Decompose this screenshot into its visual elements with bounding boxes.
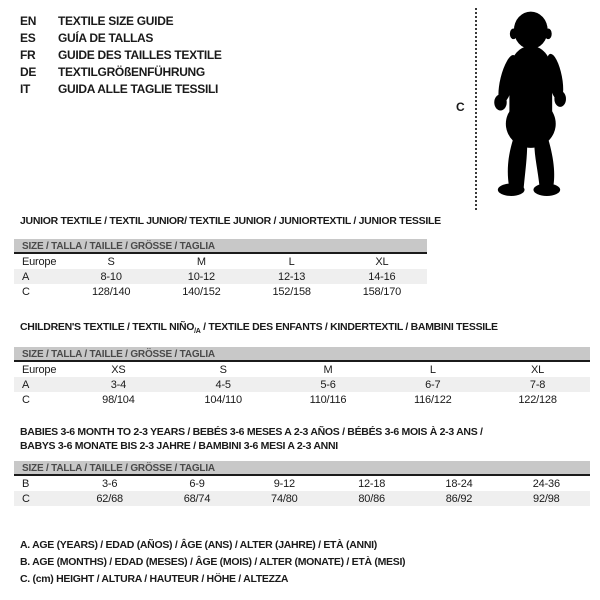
height-cell: 128/140 [91,285,131,298]
age-cell: 9-12 [273,477,295,490]
row-label: Europe [22,363,57,376]
height-cell: 152/158 [272,285,311,298]
table-row [14,491,590,506]
lang-code: FR [20,47,36,62]
row-label: C [22,393,30,406]
table-row [14,362,590,377]
babies-textile-table [14,425,590,506]
toddler-silhouette-icon [480,8,578,204]
table-row [14,284,427,299]
children-textile-table [14,321,590,407]
age-cell: 3-6 [102,477,118,490]
age-cell: 12-18 [358,477,386,490]
height-cell: 62/68 [96,492,123,505]
lang-title: GUIDA ALLE TAGLIE TESSILI [58,81,219,96]
legend-notes [20,537,405,588]
row-label: A [22,378,30,391]
children-size-header-bar: SIZE / TALLA / TAILLE / GRÖSSE / TAGLIA [14,347,590,362]
age-cell: 3-4 [110,378,127,391]
row-label: C [22,492,30,505]
height-cell: 140/152 [182,285,221,298]
height-cell: 86/92 [445,492,473,505]
title-subscript: /A [194,328,201,336]
lang-title: GUÍA DE TALLAS [58,30,154,45]
note-age-months: B. AGE (MONTHS) / EDAD (MESES) / ÂGE (MOIS) / ALTER (MONATE) / ETÀ (MESI) [20,556,406,568]
lang-code: ES [20,30,36,45]
age-cell: 8-10 [100,270,122,283]
table-row [14,254,427,269]
toddler-figure [440,0,600,218]
row-label: B [22,477,30,490]
row-label: Europe [22,255,57,268]
height-measure-dotted-line [475,8,477,210]
lang-title: TEXTILE SIZE GUIDE [58,13,174,28]
age-cell: 4-5 [215,378,231,391]
row-label: C [22,285,30,298]
children-table-title [20,321,590,335]
age-cell: 12-13 [278,270,306,283]
size-cell: S [219,363,227,376]
size-cell: L [288,255,295,268]
height-cell: 116/122 [414,393,452,406]
lang-row-fr [20,46,222,63]
junior-table-title: JUNIOR TEXTILE / TEXTIL JUNIOR/ TEXTILE JUNIOR / JUNIORTEXTIL / JUNIOR TESSILE [20,215,441,227]
table-row [14,269,427,284]
height-cell: 122/128 [518,393,557,406]
lang-row-en [20,12,222,29]
note-age-years: A. AGE (YEARS) / EDAD (AÑOS) / ÂGE (ANS) / ALTER (JAHRE) / ETÀ (ANNI) [20,539,377,551]
lang-row-es [20,29,222,46]
age-cell: 5-6 [320,378,336,391]
height-cell: 74/80 [271,492,298,505]
size-cell: M [323,363,333,376]
size-cell: M [196,255,206,268]
language-title-list [20,12,222,97]
size-cell: L [429,363,436,376]
lang-code: DE [20,64,37,79]
row-label: A [22,270,30,283]
table-row [14,377,590,392]
height-cell: 110/116 [309,393,347,406]
lang-row-de [20,63,222,80]
height-cell: 98/104 [102,393,135,406]
babies-size-header-bar: SIZE / TALLA / TAILLE / GRÖSSE / TAGLIA [14,461,590,476]
junior-size-header-bar: SIZE / TALLA / TAILLE / GRÖSSE / TAGLIA [14,239,427,254]
age-cell: 18-24 [445,477,473,490]
size-cell: XL [375,255,389,268]
height-cell: 158/170 [362,285,402,298]
title-part: / TEXTILE DES ENFANTS / KINDERTEXTIL / BAMBINI TESSILE [200,321,498,333]
lang-title: TEXTILGRÖßENFÜHRUNG [58,64,205,79]
junior-textile-table [14,215,441,299]
babies-title-line2: BABYS 3-6 MONATE BIS 2-3 JAHRE / BAMBINI 3-6 MESI A 2-3 ANNI [20,440,338,452]
age-cell: 6-7 [425,378,441,391]
age-cell: 7-8 [529,378,546,391]
table-row [14,392,590,407]
height-cell: 104/110 [204,393,242,406]
size-cell: XS [111,363,126,376]
age-cell: 24-36 [532,477,560,490]
height-cell: 68/74 [183,492,211,505]
note-height-cm: C. (cm) HEIGHT / ALTURA / HAUTEUR / HÖHE / ALTEZZA [20,573,289,585]
size-cell: XL [531,363,545,376]
title-part: CHILDREN'S TEXTILE / TEXTIL NIÑO [20,321,195,333]
height-cell: 92/98 [533,492,560,505]
babies-title-line1: BABIES 3-6 MONTH TO 2-3 YEARS / BEBÉS 3-6 MESES A 2-3 AÑOS / BÉBÉS 3-6 MOIS À 2-3 ANS / [20,426,483,438]
age-cell: 6-9 [189,477,205,490]
lang-title: GUIDE DES TAILLES TEXTILE [58,47,222,62]
lang-code: IT [20,81,31,96]
size-cell: S [107,255,115,268]
table-row [14,476,590,491]
lang-row-it [20,80,222,97]
age-cell: 14-16 [368,270,396,283]
babies-table-title [20,425,590,453]
lang-code: EN [20,13,37,28]
age-cell: 10-12 [187,270,215,283]
height-cell: 80/86 [358,492,385,505]
height-measure-label: C [456,100,465,114]
